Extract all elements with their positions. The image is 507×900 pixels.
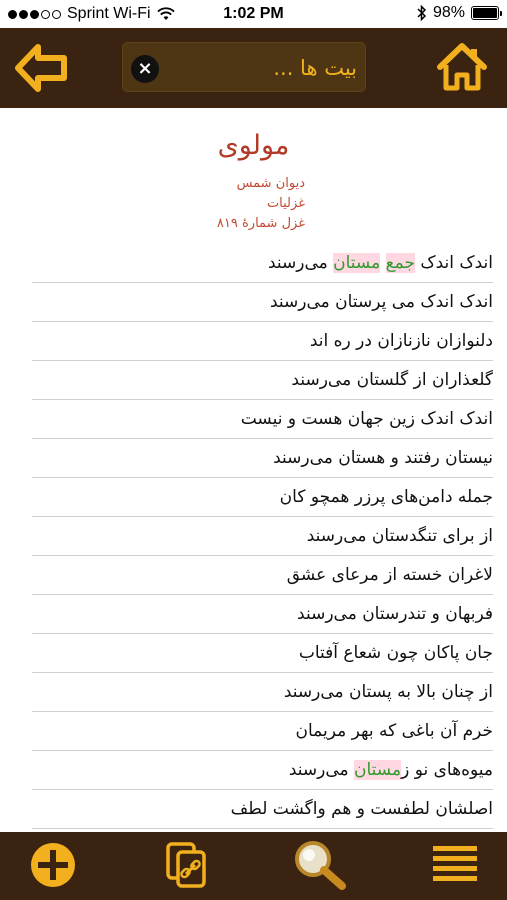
- verse-line[interactable]: دلنوازان نازنازان در ره اند: [309, 331, 493, 351]
- verse-line[interactable]: جان پاکان چون شعاع آفتاب: [298, 643, 493, 663]
- verse-line[interactable]: اندک اندک می پرستان می‌رسند: [269, 292, 493, 312]
- battery-level: [473, 8, 497, 18]
- battery-icon: [471, 6, 499, 20]
- search-input-text[interactable]: بیت ها ...: [273, 56, 357, 80]
- poem-info: [217, 174, 305, 234]
- poem-number: غزل شمارهٔ ۸۱۹: [216, 216, 305, 231]
- verse-line[interactable]: اندک اندک زین جهان هست و نیست: [240, 409, 493, 429]
- home-icon: [435, 40, 489, 94]
- poet-name: مولوی: [217, 130, 290, 161]
- bottom-toolbar: [0, 832, 507, 900]
- magnifier-icon: [292, 840, 348, 890]
- back-arrow-icon: [14, 42, 70, 94]
- section-title: غزلیات: [266, 196, 305, 211]
- verse-list: [0, 240, 507, 832]
- highlight-term: مستان: [333, 253, 381, 273]
- search-button[interactable]: [292, 840, 342, 890]
- book-title: دیوان شمس: [236, 176, 305, 191]
- verse-line[interactable]: از برای تنگدستان می‌رسند: [306, 526, 493, 546]
- list-button[interactable]: [430, 840, 480, 890]
- verse-line[interactable]: نیستان رفتند و هستان می‌رسند: [273, 448, 493, 468]
- verse-line[interactable]: گلعذاران از گلستان می‌رسند: [291, 370, 493, 390]
- verse-line[interactable]: اصلشان لطفست و هم واگشت لطف: [230, 799, 493, 819]
- verse-line[interactable]: فربهان و تندرستان می‌رسند: [297, 604, 493, 624]
- add-icon: [28, 840, 78, 890]
- highlight-term: جمع: [385, 253, 415, 273]
- highlight-term: مستان: [354, 760, 402, 780]
- add-button[interactable]: [28, 840, 78, 890]
- battery-tip: [500, 11, 502, 16]
- top-toolbar: [0, 28, 507, 108]
- carrier-name: Sprint Wi-Fi: [67, 5, 151, 22]
- copy-link-button[interactable]: [162, 840, 212, 890]
- clock: 1:02 PM: [223, 5, 284, 22]
- list-icon: [430, 840, 480, 890]
- search-field[interactable]: [122, 42, 366, 92]
- bluetooth-icon: [417, 5, 427, 21]
- verse-line[interactable]: جمله دامن‌های پرزر همچو کان: [279, 487, 493, 507]
- divider: [32, 828, 493, 829]
- status-bar: [0, 0, 507, 28]
- verse-line[interactable]: میوه‌های نو زمستان می‌رسند: [288, 760, 493, 780]
- clear-icon[interactable]: ×: [131, 55, 159, 83]
- verse-line[interactable]: لاغران خسته از مرعای عشق: [286, 565, 493, 585]
- copy-link-icon: [162, 840, 212, 890]
- back-button[interactable]: [14, 42, 70, 94]
- home-button[interactable]: [435, 40, 489, 94]
- verse-line[interactable]: خرم آن باغی که بهر مریمان: [295, 721, 493, 741]
- status-right-group: [417, 4, 499, 22]
- verse-line[interactable]: اندک اندک جمع مستان می‌رسند: [267, 253, 493, 273]
- verse-line[interactable]: از چنان بالا به پستان می‌رسند: [283, 682, 493, 702]
- battery-percent: 98%: [432, 4, 465, 21]
